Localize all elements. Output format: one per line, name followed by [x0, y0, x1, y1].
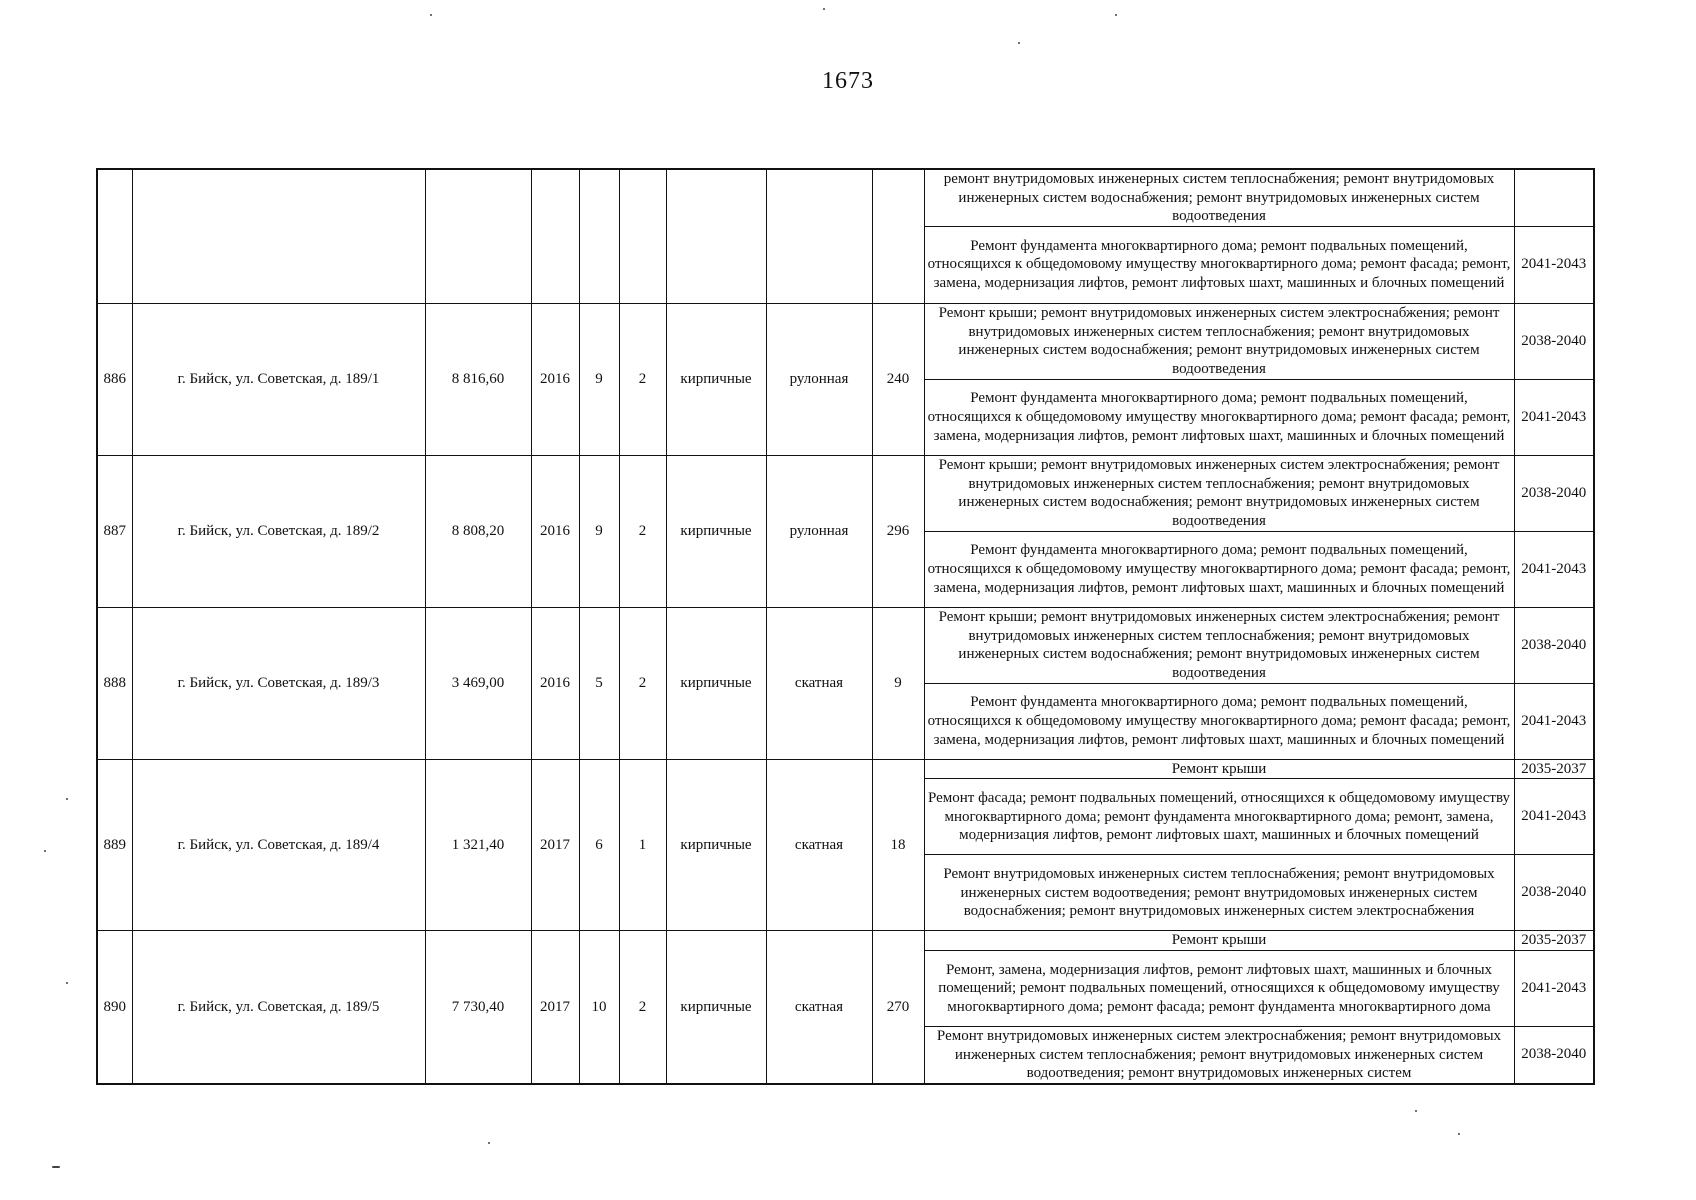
cell-works: Ремонт фундамента многоквартирного дома; ремонт подвальных помещений, относящихся к общедомовому имуществу многоквартирного дома; ремонт фасада; ремонт, замена, модернизация лифтов, ремонт лифтовых шахт, машинных и блочных помещений: [924, 379, 1514, 455]
cell-area: 8 808,20: [425, 455, 531, 607]
cell-year: 2016: [531, 303, 579, 455]
cell-period: 2041-2043: [1514, 950, 1594, 1026]
cell-works: Ремонт крыши: [924, 931, 1514, 951]
cell-works: Ремонт внутридомовых инженерных систем теплоснабжения; ремонт внутридомовых инженерных систем водоотведения; ремонт внутридомовых инженерных систем водоснабжения; ремонт внутридомовых инженерных систем электроснабжения: [924, 855, 1514, 931]
scan-speck: [1018, 42, 1020, 44]
cell-roof: скатная: [766, 759, 872, 931]
cell-works: Ремонт фундамента многоквартирного дома; ремонт подвальных помещений, относящихся к общедомовому имуществу многоквартирного дома; ремонт фасада; ремонт, замена, модернизация лифтов, ремонт лифтовых шахт, машинных и блочных помещений: [924, 531, 1514, 607]
scan-speck: [488, 1142, 490, 1144]
cell-area: 7 730,40: [425, 931, 531, 1084]
cell-walls: [666, 169, 766, 303]
scan-speck: [1458, 1133, 1460, 1135]
cell-roof: скатная: [766, 931, 872, 1084]
cell-area: 1 321,40: [425, 759, 531, 931]
cell-residents: 270: [872, 931, 924, 1084]
cell-area: [425, 169, 531, 303]
cell-period: 2035-2037: [1514, 759, 1594, 779]
cell-entrances: [619, 169, 666, 303]
cell-period: 2041-2043: [1514, 379, 1594, 455]
cell-period: 2041-2043: [1514, 531, 1594, 607]
table-body: [97, 169, 1594, 1084]
cell-no: 887: [97, 455, 132, 607]
scan-speck: [44, 850, 46, 852]
cell-entrances: 2: [619, 303, 666, 455]
cell-period: 2038-2040: [1514, 455, 1594, 531]
cell-no: 886: [97, 303, 132, 455]
table-row: [97, 931, 1594, 951]
cell-period: 2041-2043: [1514, 779, 1594, 855]
cell-period: 2038-2040: [1514, 855, 1594, 931]
cell-floors: 9: [579, 303, 619, 455]
cell-entrances: 1: [619, 759, 666, 931]
cell-entrances: 2: [619, 455, 666, 607]
cell-no: 889: [97, 759, 132, 931]
cell-area: 3 469,00: [425, 607, 531, 759]
cell-period: 2041-2043: [1514, 683, 1594, 759]
table-row: [97, 303, 1594, 379]
cell-works: Ремонт крыши; ремонт внутридомовых инженерных систем электроснабжения; ремонт внутридомовых инженерных систем теплоснабжения; ремонт внутридомовых инженерных систем водоснабжения; ремонт внутридомовых инженерных систем водоотведения: [924, 303, 1514, 379]
cell-period: 2038-2040: [1514, 1026, 1594, 1083]
cell-residents: 240: [872, 303, 924, 455]
cell-works: Ремонт крыши; ремонт внутридомовых инженерных систем электроснабжения; ремонт внутридомовых инженерных систем теплоснабжения; ремонт внутридомовых инженерных систем водоснабжения; ремонт внутридомовых инженерных систем водоотведения: [924, 455, 1514, 531]
cell-year: 2016: [531, 607, 579, 759]
cell-walls: кирпичные: [666, 303, 766, 455]
cell-walls: кирпичные: [666, 759, 766, 931]
table-row: [97, 607, 1594, 683]
cell-period: 2035-2037: [1514, 931, 1594, 951]
cell-works: Ремонт крыши: [924, 759, 1514, 779]
scan-speck: [1415, 1110, 1417, 1112]
table-row: [97, 759, 1594, 779]
cell-address: г. Бийск, ул. Советская, д. 189/1: [132, 303, 425, 455]
cell-roof: скатная: [766, 607, 872, 759]
cell-entrances: 2: [619, 931, 666, 1084]
cell-address: [132, 169, 425, 303]
capital-repair-table: [96, 168, 1595, 1085]
cell-year: 2016: [531, 455, 579, 607]
cell-works: Ремонт внутридомовых инженерных систем электроснабжения; ремонт внутридомовых инженерных систем теплоснабжения; ремонт внутридомовых инженерных систем водоотведения; ремонт внутридомовых инженерных систем: [924, 1026, 1514, 1083]
cell-year: 2017: [531, 759, 579, 931]
cell-no: 890: [97, 931, 132, 1084]
cell-roof: рулонная: [766, 303, 872, 455]
cell-walls: кирпичные: [666, 931, 766, 1084]
cell-roof: рулонная: [766, 455, 872, 607]
cell-no: 888: [97, 607, 132, 759]
table-row: [97, 455, 1594, 531]
cell-year: 2017: [531, 931, 579, 1084]
cell-floors: 9: [579, 455, 619, 607]
cell-residents: 18: [872, 759, 924, 931]
cell-period: [1514, 169, 1594, 226]
cell-period: 2038-2040: [1514, 303, 1594, 379]
cell-year: [531, 169, 579, 303]
cell-walls: кирпичные: [666, 607, 766, 759]
cell-entrances: 2: [619, 607, 666, 759]
cell-roof: [766, 169, 872, 303]
cell-walls: кирпичные: [666, 455, 766, 607]
cell-residents: 9: [872, 607, 924, 759]
cell-address: г. Бийск, ул. Советская, д. 189/4: [132, 759, 425, 931]
cell-works: Ремонт фасада; ремонт подвальных помещений, относящихся к общедомовому имуществу многоквартирного дома; ремонт фундамента многоквартирного дома; ремонт, замена, модернизация лифтов, ремонт лифтовых шахт, машинных и блочных помещений: [924, 779, 1514, 855]
cell-floors: [579, 169, 619, 303]
cell-works: ремонт внутридомовых инженерных систем теплоснабжения; ремонт внутридомовых инженерных систем водоснабжения; ремонт внутридомовых инженерных систем водоотведения: [924, 169, 1514, 226]
table-row: [97, 169, 1594, 226]
cell-address: г. Бийск, ул. Советская, д. 189/5: [132, 931, 425, 1084]
scan-speck: [66, 798, 68, 800]
cell-works: Ремонт крыши; ремонт внутридомовых инженерных систем электроснабжения; ремонт внутридомовых инженерных систем теплоснабжения; ремонт внутридомовых инженерных систем водоснабжения; ремонт внутридомовых инженерных систем водоотведения: [924, 607, 1514, 683]
scan-speck: [1115, 14, 1117, 16]
cell-no: [97, 169, 132, 303]
cell-address: г. Бийск, ул. Советская, д. 189/2: [132, 455, 425, 607]
cell-works: Ремонт фундамента многоквартирного дома; ремонт подвальных помещений, относящихся к общедомовому имуществу многоквартирного дома; ремонт фасада; ремонт, замена, модернизация лифтов, ремонт лифтовых шахт, машинных и блочных помещений: [924, 226, 1514, 303]
scan-speck: [66, 982, 68, 984]
scan-speck: [52, 1166, 60, 1168]
cell-residents: [872, 169, 924, 303]
scan-speck: [823, 8, 825, 10]
cell-floors: 6: [579, 759, 619, 931]
cell-works: Ремонт фундамента многоквартирного дома; ремонт подвальных помещений, относящихся к общедомовому имуществу многоквартирного дома; ремонт фасада; ремонт, замена, модернизация лифтов, ремонт лифтовых шахт, машинных и блочных помещений: [924, 683, 1514, 759]
page-number: 1673: [822, 68, 874, 94]
cell-period: 2038-2040: [1514, 607, 1594, 683]
scan-speck: [430, 14, 432, 16]
cell-period: 2041-2043: [1514, 226, 1594, 303]
cell-floors: 10: [579, 931, 619, 1084]
cell-residents: 296: [872, 455, 924, 607]
cell-works: Ремонт, замена, модернизация лифтов, ремонт лифтовых шахт, машинных и блочных помещений; ремонт подвальных помещений, относящихся к общедомовому имуществу многоквартирного дома; ремонт фасада; ремонт фундамента многоквартирного дома: [924, 950, 1514, 1026]
cell-area: 8 816,60: [425, 303, 531, 455]
cell-floors: 5: [579, 607, 619, 759]
cell-address: г. Бийск, ул. Советская, д. 189/3: [132, 607, 425, 759]
